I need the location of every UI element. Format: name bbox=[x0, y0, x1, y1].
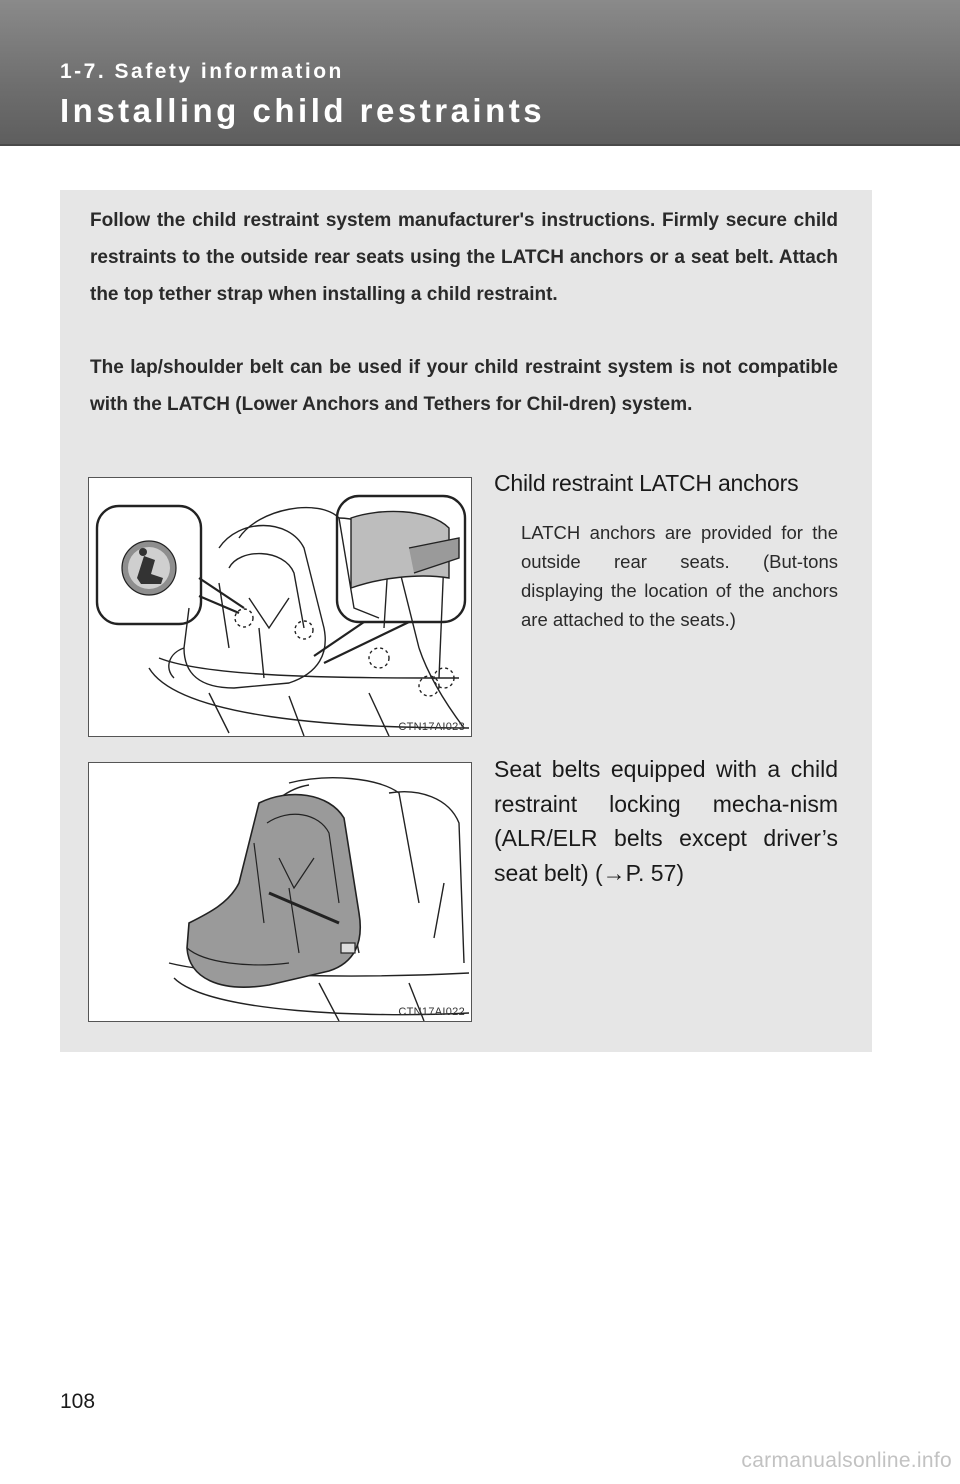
section-label: 1-7. Safety information bbox=[60, 60, 344, 83]
page-title: Installing child restraints bbox=[60, 92, 546, 129]
latch-anchors-drawing bbox=[89, 478, 472, 737]
latch-caption-body: LATCH anchors are provided for the outside rear seats. (But-tons displaying the location of the anchors are attached to the seats.) bbox=[521, 522, 838, 630]
intro-paragraph: Follow the child restraint system manufacturer's instructions. Firmly secure child restraints to the outside rear seats using the LATCH anchors or a seat belt. Attach the top tether strap when installing a child restraint. bbox=[90, 210, 838, 305]
page-number: 108 bbox=[60, 1390, 96, 1413]
figure-code: CTN17AI022 bbox=[398, 1006, 465, 1018]
page-header bbox=[0, 0, 960, 146]
latch-anchors-illustration bbox=[88, 477, 472, 737]
seat-belt-caption: Seat belts equipped with a child restraint locking mecha-nism (ALR/ELR belts except driver’s seat belt) (→P. 57) bbox=[494, 756, 838, 886]
watermark: carmanualsonline.info bbox=[741, 1449, 952, 1472]
figure-code: CTN17AI023 bbox=[398, 721, 465, 733]
latch-caption-heading: Child restraint LATCH anchors bbox=[494, 470, 799, 496]
seat-belt-drawing bbox=[89, 763, 472, 1022]
intro-paragraph-latch: The lap/shoulder belt can be used if your child restraint system is not compatible with the LATCH (Lower Anchors and Tethers for Chil-dren) system. bbox=[90, 357, 838, 415]
seat-belt-child-seat-illustration bbox=[88, 762, 472, 1022]
